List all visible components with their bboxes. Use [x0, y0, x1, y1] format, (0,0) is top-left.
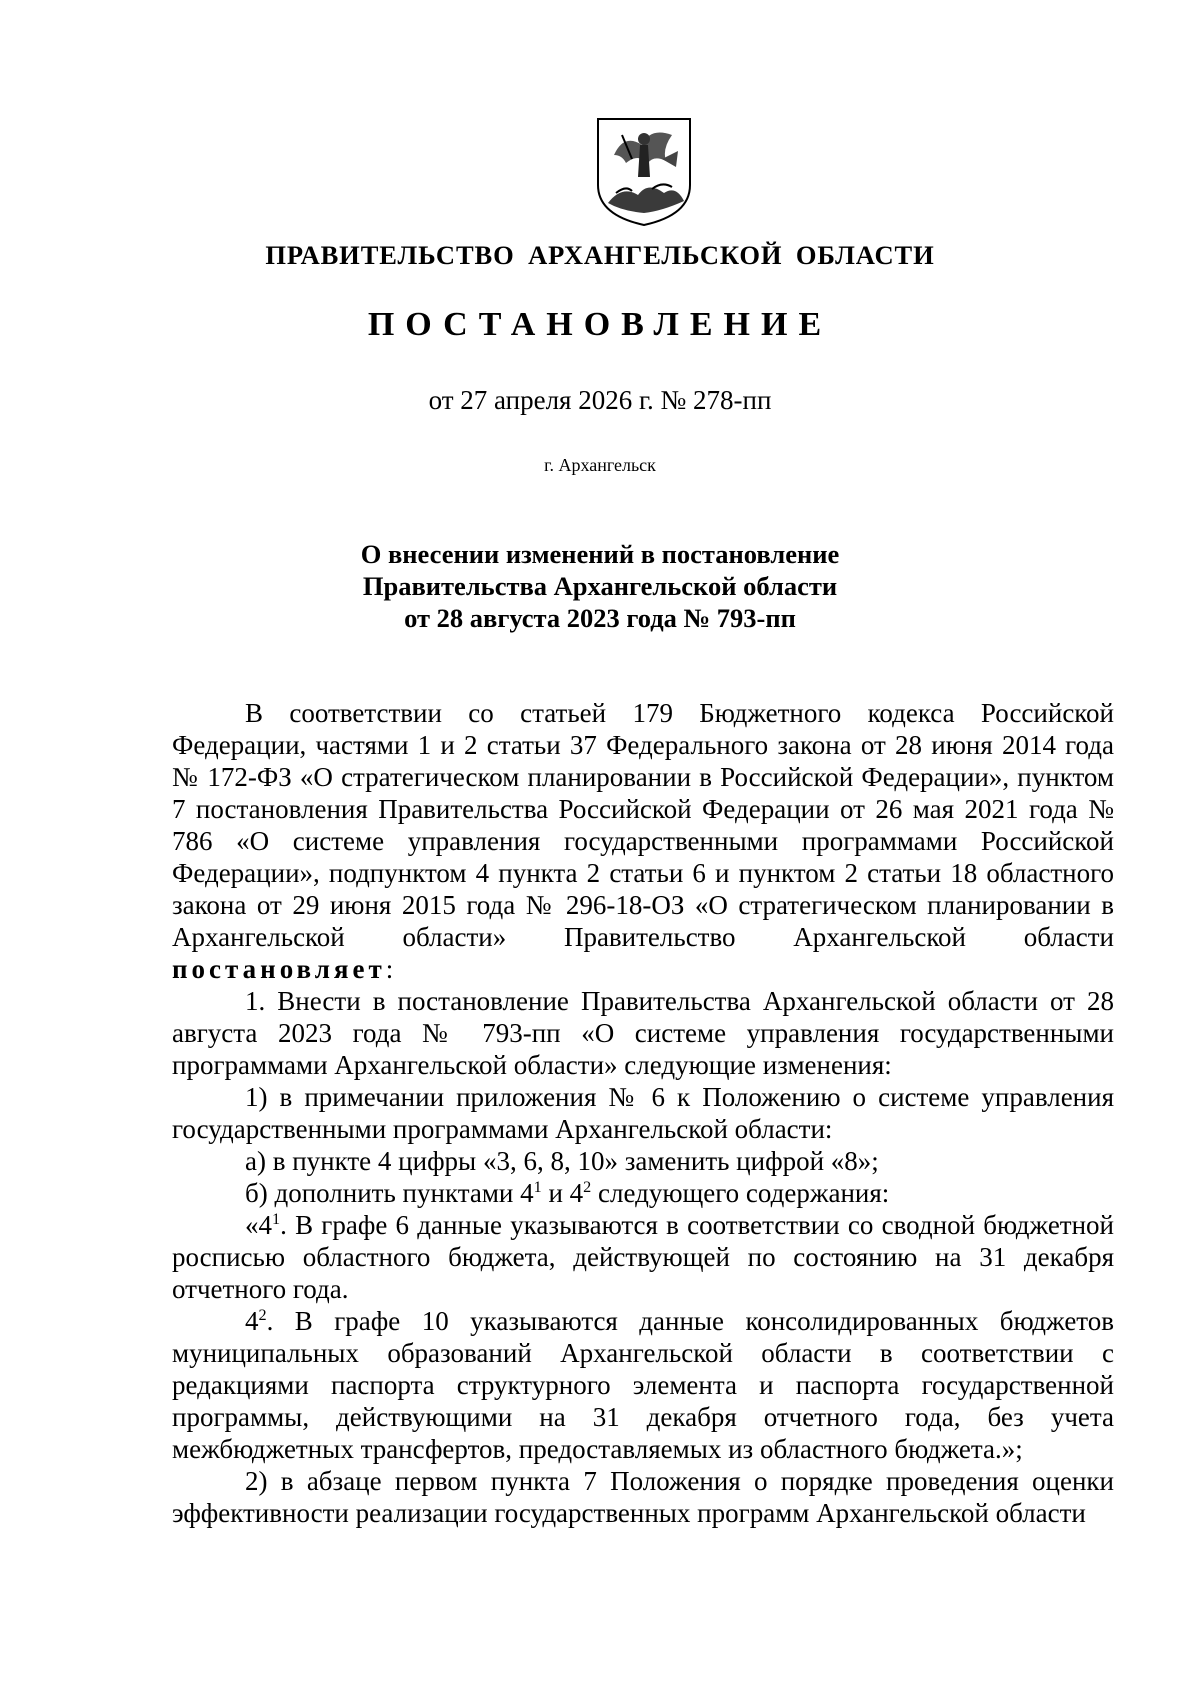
superscript: 1 [272, 1210, 281, 1228]
subject-line: О внесении изменений в постановление [360, 539, 840, 569]
superscript: 2 [583, 1178, 592, 1196]
document-type: ПОСТАНОВЛЕНИЕ [367, 306, 833, 343]
document-city: г. Архангельск [544, 455, 656, 475]
point-4-2-paragraph [172, 1305, 1114, 1465]
document-body [172, 697, 1114, 1529]
document-subject [0, 538, 1200, 634]
superscript: 2 [258, 1306, 267, 1324]
item-1-1-a-paragraph: а) в пункте 4 цифры «3, 6, 8, 10» заменить цифрой «8»; [245, 1146, 879, 1176]
text-fragment: . В графе 10 указываются данные консолидированных бюджетов муниципальных образований Архангельской области в соответствии с редакциями паспорта структурного элемента и паспорта государственной программы, действующими на 31 декабря отчетного года, без учета межбюджетных трансфертов, предоставляемых из областного бюджета.»; [172, 1306, 1114, 1464]
text-fragment: . В графе 6 данные указываются в соответствии со сводной бюджетной росписью областного бюджета, действующей по состоянию на 31 декабря отчетного года. [172, 1210, 1114, 1304]
item-1-paragraph: 1. Внести в постановление Правительства Архангельской области от 28 августа 2023 года № 793-пп «О системе управления государственными программами Архангельской области» следующие изменения: [172, 986, 1114, 1080]
superscript: 1 [533, 1178, 542, 1196]
resolves-word: постановляет [172, 954, 386, 984]
resolves-colon: : [385, 954, 394, 984]
text-fragment: следующего содержания: [591, 1178, 890, 1208]
coat-of-arms-icon [592, 115, 696, 227]
text-fragment: б) дополнить пунктами 4 [245, 1178, 534, 1208]
item-1-1-paragraph: 1) в примечании приложения № 6 к Положению о системе управления государственными программами Архангельской области: [172, 1082, 1114, 1144]
subject-line: Правительства Архангельской области [362, 571, 838, 601]
preamble-text: В соответствии со статьей 179 Бюджетного кодекса Российской Федерации, частями 1 и 2 статьи 37 Федерального закона от 28 июня 2014 года № 172-ФЗ «О стратегическом планировании в Российской Федерации», пунктом 7 постановления Правительства Российской Федерации от 26 мая 2021 года № 786 «О системе управления государственными программами Российской Федерации», подпунктом 4 пункта 2 статьи 6 и пунктом 2 статьи 18 областного закона от 29 июня 2015 года № 296-18-ОЗ «О стратегическом планировании в Архангельской области» Правительство Архангельской области [172, 698, 1114, 952]
text-fragment: «4 [245, 1210, 272, 1240]
preamble-paragraph [172, 697, 1114, 985]
item-1-2-paragraph: 2) в абзаце первом пункта 7 Положения о порядке проведения оценки эффективности реализации государственных программ Архангельской области [172, 1466, 1114, 1528]
text-fragment: и 4 [541, 1178, 584, 1208]
item-1-1-b-paragraph [172, 1177, 1114, 1209]
point-4-1-paragraph [172, 1209, 1114, 1305]
document-date-number: от 27 апреля 2026 г. № 278-пп [428, 385, 772, 415]
government-title: ПРАВИТЕЛЬСТВО АРХАНГЕЛЬСКОЙ ОБЛАСТИ [265, 240, 935, 270]
subject-line: от 28 августа 2023 года № 793-пп [404, 603, 796, 633]
text-fragment: 4 [245, 1306, 259, 1336]
